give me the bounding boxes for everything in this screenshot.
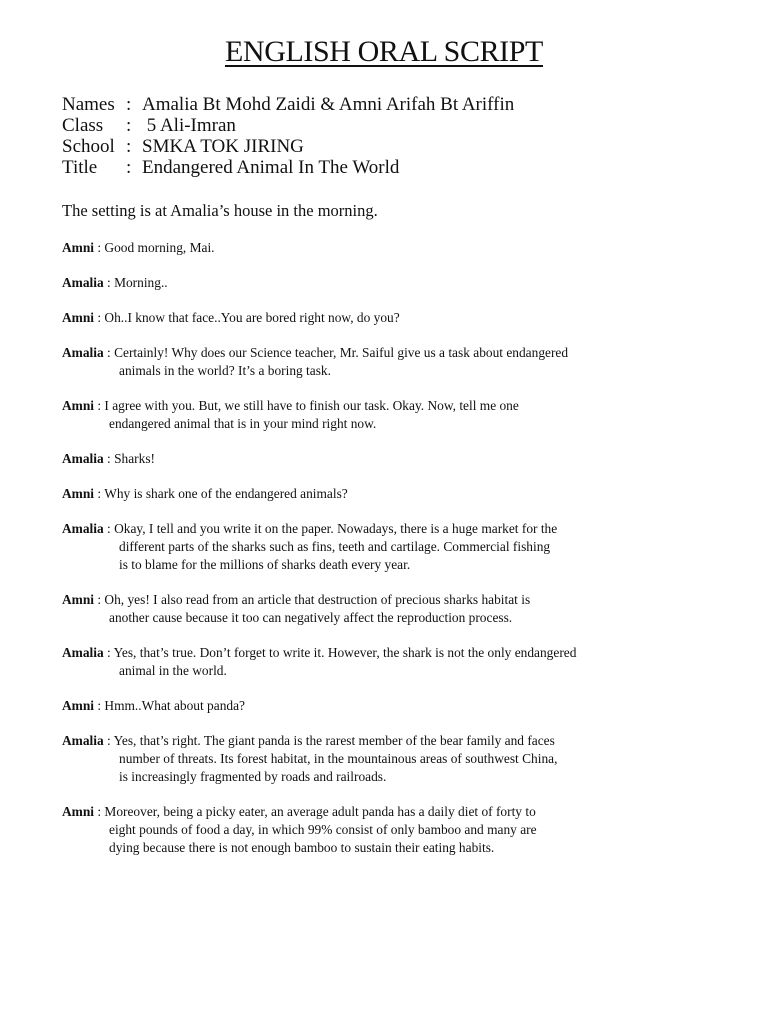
dialogue-continuation: is increasingly fragmented by roads and railroads. [119, 769, 387, 784]
dialogue-line [62, 239, 722, 257]
dialogue-line [62, 344, 722, 380]
dialogue-continuation: dying because there is not enough bamboo to sustain their eating habits. [109, 840, 495, 855]
meta-value-names: Amalia Bt Mohd Zaidi & Amni Arifah Bt Ariffin [142, 94, 515, 115]
dialogue-first-row [62, 697, 722, 715]
dialogue-continuation: endangered animal that is in your mind right now. [109, 416, 377, 431]
speaker-name: Amalia [62, 451, 104, 466]
dialogue-line [62, 697, 722, 715]
dialogue-first-row [62, 309, 722, 327]
dialogue-first-row [62, 344, 722, 362]
speaker-separator: : [103, 733, 114, 748]
dialogue-first-row [62, 450, 722, 468]
dialogue-first-row [62, 644, 722, 662]
dialogue-first-row [62, 732, 722, 750]
dialogue-text: Oh..I know that face..You are bored right now, do you? [104, 310, 400, 325]
dialogue-text: Oh, yes! I also read from an article that destruction of precious sharks habitat is [104, 592, 531, 607]
dialogue-text: Certainly! Why does our Science teacher, Mr. Saiful give us a task about endangered [114, 345, 569, 360]
speaker-name: Amni [62, 310, 94, 325]
speaker-name: Amni [62, 592, 94, 607]
speaker-name: Amalia [62, 345, 104, 360]
dialogue-first-row [62, 591, 722, 609]
speaker-separator: : [94, 310, 105, 325]
meta-label: Class [62, 115, 104, 136]
speaker-name: Amalia [62, 645, 104, 660]
speaker-separator: : [103, 345, 115, 360]
dialogue-continuation: number of threats. Its forest habitat, in the mountainous areas of southwest China, [119, 751, 558, 766]
dialogue-line [62, 644, 722, 680]
dialogue-text: Hmm..What about panda? [104, 698, 245, 713]
dialogue [62, 239, 722, 874]
dialogue-first-row [62, 803, 722, 821]
dialogue-first-row [62, 397, 722, 415]
dialogue-first-row [62, 274, 722, 292]
dialogue-continuation: eight pounds of food a day, in which 99% consist of only bamboo and many are [109, 822, 537, 837]
dialogue-text: Morning.. [114, 275, 168, 290]
meta-value-school: SMKA TOK JIRING [142, 136, 304, 157]
meta-separator: : [126, 115, 132, 136]
speaker-separator: : [103, 645, 114, 660]
speaker-separator: : [103, 451, 115, 466]
meta-value-title: Endangered Animal In The World [142, 157, 400, 178]
meta-row-school [62, 136, 514, 157]
speaker-separator: : [94, 698, 105, 713]
speaker-separator: : [94, 240, 105, 255]
dialogue-continuation: is to blame for the millions of sharks death every year. [119, 557, 411, 572]
meta-row-class [62, 115, 514, 136]
dialogue-line [62, 309, 722, 327]
document-title-text: ENGLISH ORAL SCRIPT [225, 35, 543, 68]
dialogue-continuation: another cause because it too can negatively affect the reproduction process. [109, 610, 513, 625]
meta-label: Title [62, 157, 98, 178]
meta-separator: : [126, 136, 132, 157]
meta-label: Names [62, 94, 115, 115]
dialogue-text: Why is shark one of the endangered animals? [104, 486, 348, 501]
dialogue-line [62, 397, 722, 433]
speaker-separator: : [103, 521, 115, 536]
dialogue-line [62, 732, 722, 786]
speaker-separator: : [103, 275, 115, 290]
dialogue-text: I agree with you. But, we still have to finish our task. Okay. Now, tell me one [104, 398, 519, 413]
dialogue-line [62, 520, 722, 574]
speaker-separator: : [94, 398, 105, 413]
speaker-name: Amni [62, 698, 94, 713]
speaker-name: Amalia [62, 275, 104, 290]
dialogue-continuation: different parts of the sharks such as fins, teeth and cartilage. Commercial fishing [119, 539, 551, 554]
dialogue-first-row [62, 485, 722, 503]
dialogue-text: Okay, I tell and you write it on the paper. Nowadays, there is a huge market for the [114, 521, 558, 536]
setting-description: The setting is at Amalia’s house in the morning. [62, 201, 378, 220]
meta-label: School [62, 136, 115, 157]
speaker-separator: : [94, 486, 105, 501]
dialogue-text: Sharks! [114, 451, 155, 466]
dialogue-line [62, 274, 722, 292]
speaker-name: Amni [62, 804, 94, 819]
document-title [0, 34, 768, 70]
dialogue-first-row [62, 239, 722, 257]
speaker-separator: : [94, 804, 105, 819]
speaker-name: Amni [62, 240, 94, 255]
script-details [62, 94, 514, 178]
meta-row-title [62, 157, 514, 178]
speaker-separator: : [94, 592, 105, 607]
speaker-name: Amni [62, 398, 94, 413]
dialogue-first-row [62, 520, 722, 538]
dialogue-text: Yes, that’s right. The giant panda is the rarest member of the bear family and faces [113, 733, 555, 748]
meta-row-names [62, 94, 514, 115]
meta-value-class: 5 Ali-Imran [142, 115, 236, 136]
dialogue-line [62, 803, 722, 857]
meta-separator: : [126, 94, 132, 115]
dialogue-text: Yes, that’s true. Don’t forget to write it. However, the shark is not the only endangered [113, 645, 577, 660]
dialogue-line [62, 450, 722, 468]
dialogue-continuation: animals in the world? It’s a boring task. [119, 363, 331, 378]
speaker-name: Amni [62, 486, 94, 501]
meta-separator: : [126, 157, 132, 178]
dialogue-continuation: animal in the world. [119, 663, 227, 678]
dialogue-line [62, 485, 722, 503]
dialogue-text: Moreover, being a picky eater, an average adult panda has a daily diet of forty to [104, 804, 536, 819]
speaker-name: Amalia [62, 733, 104, 748]
dialogue-line [62, 591, 722, 627]
dialogue-text: Good morning, Mai. [104, 240, 215, 255]
speaker-name: Amalia [62, 521, 104, 536]
